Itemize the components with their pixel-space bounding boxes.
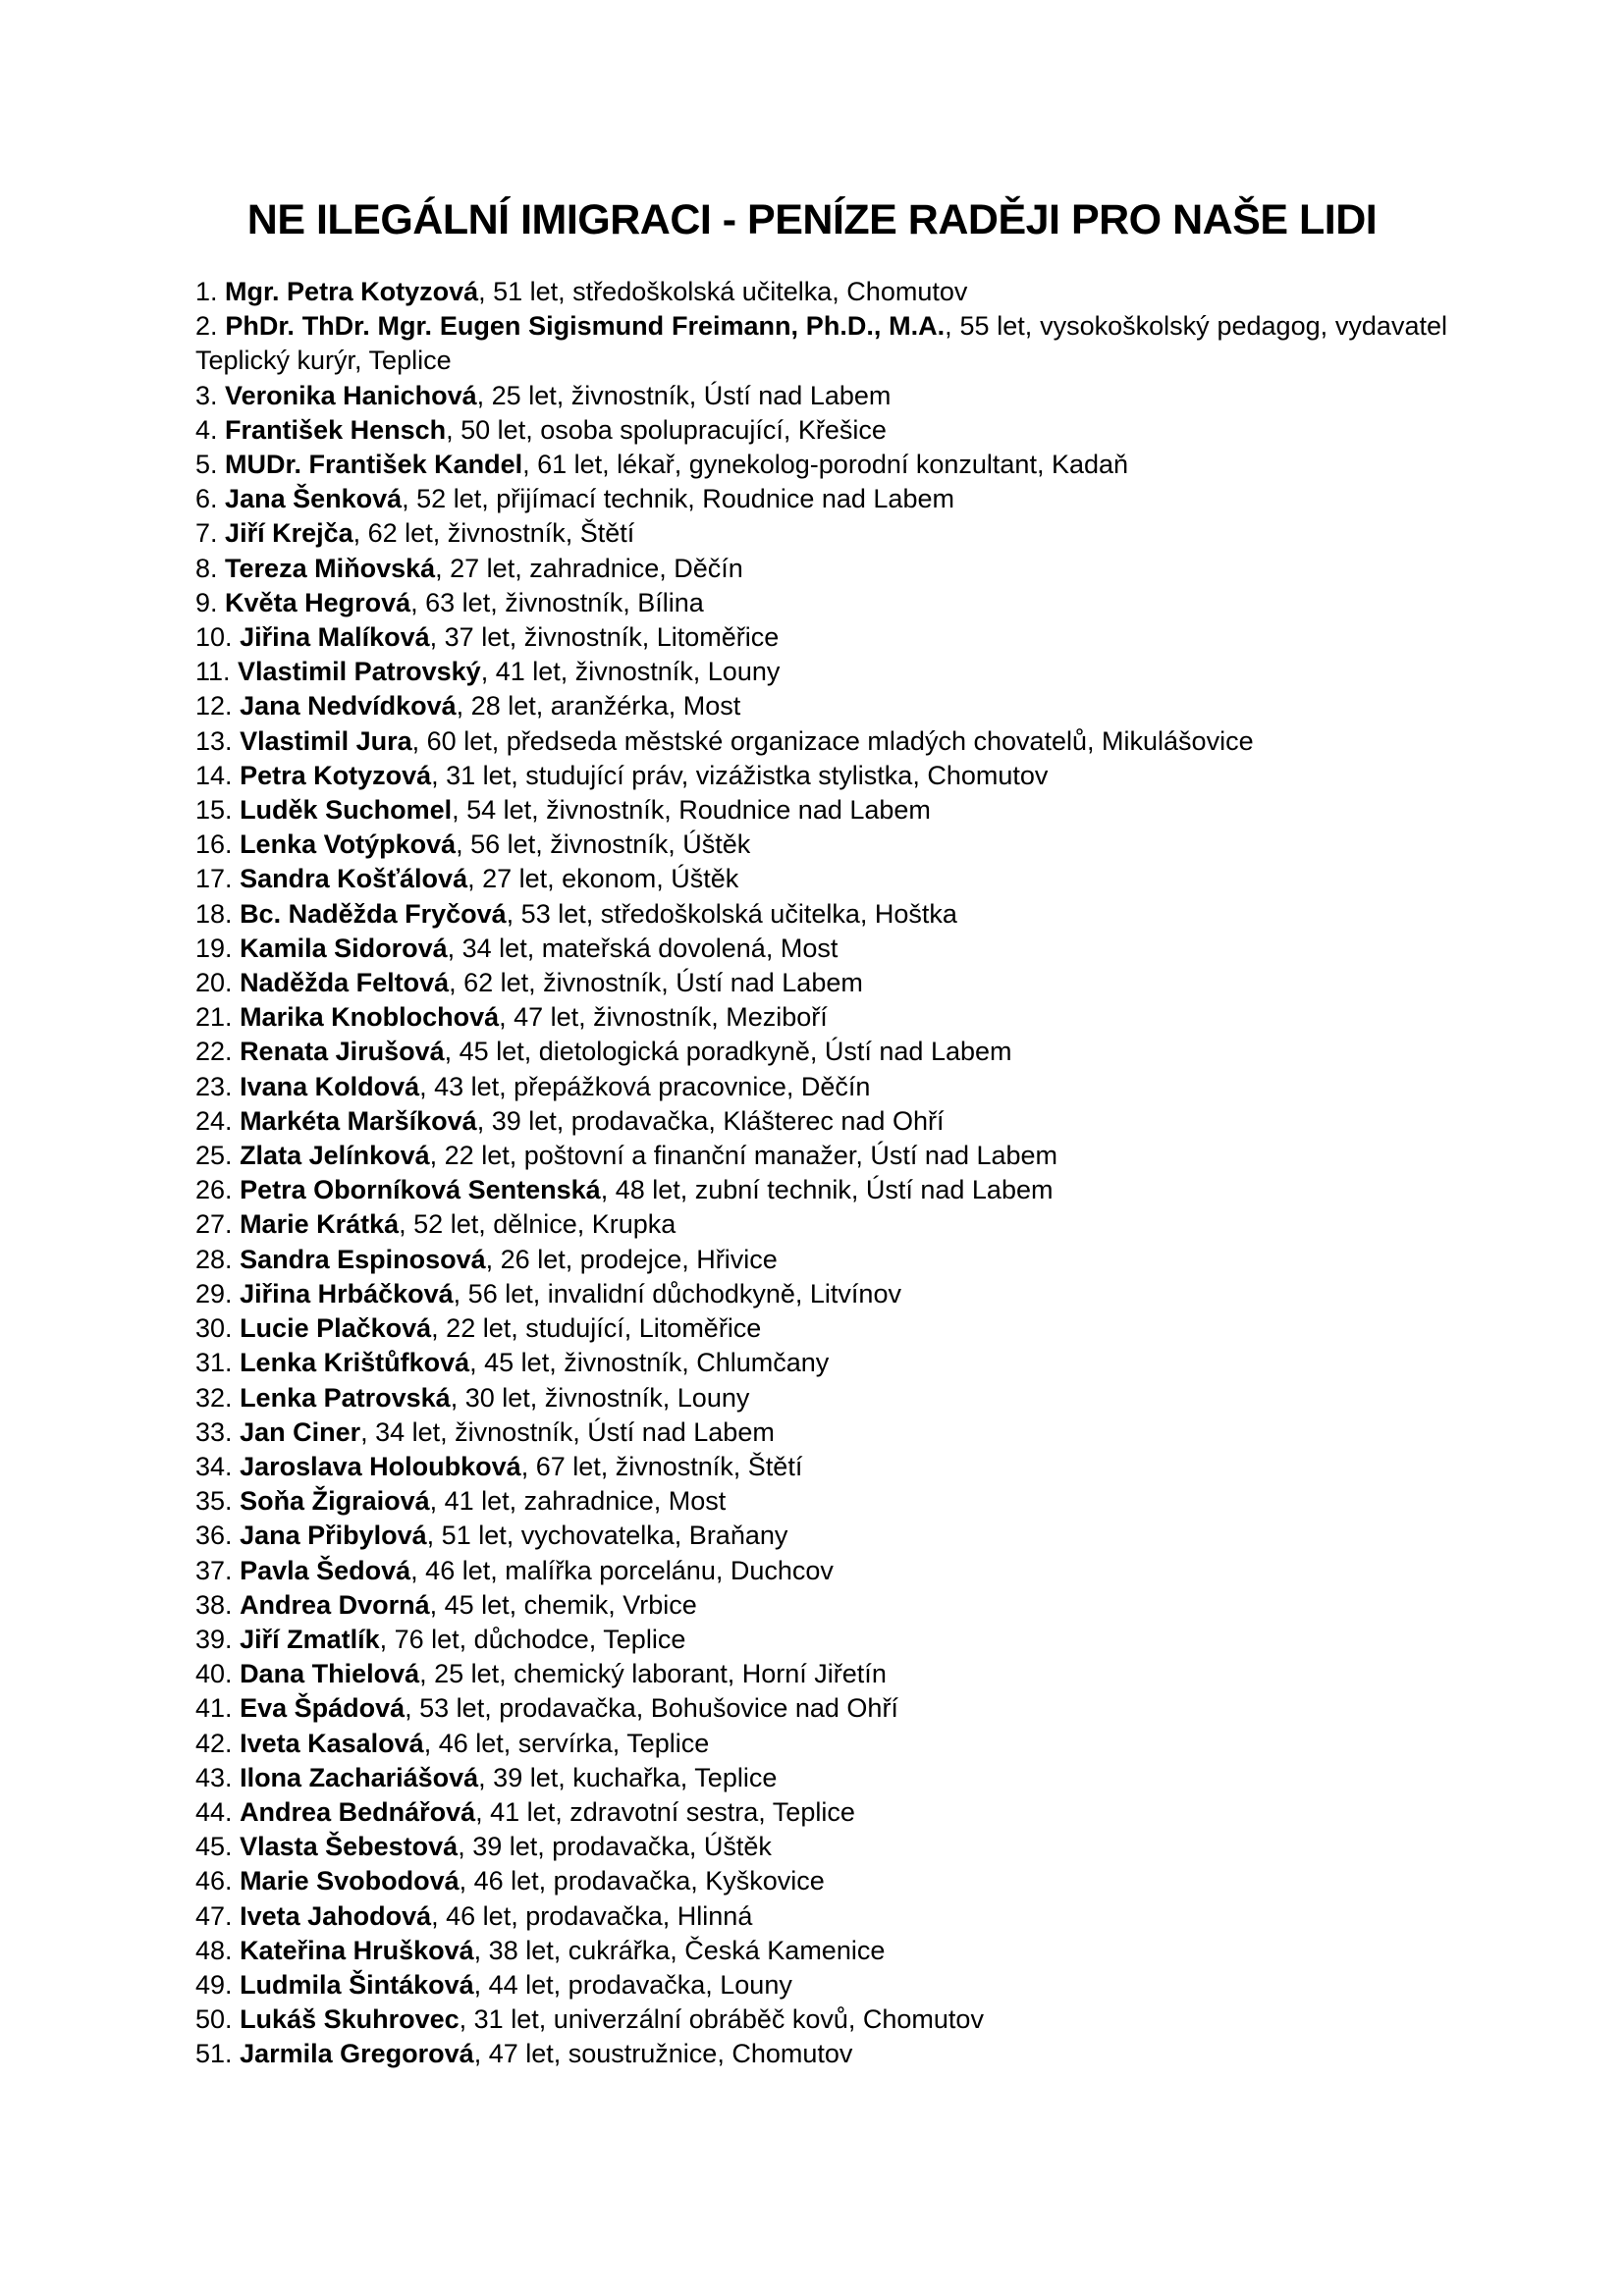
list-item	[195, 1691, 1447, 1726]
list-item	[195, 1795, 1447, 1830]
candidate-name: Marika Knoblochová	[240, 1002, 500, 1033]
candidate-details: , 76 let, důchodce, Teplice	[379, 1624, 686, 1654]
item-number: 6.	[195, 484, 218, 514]
candidate-name: Iveta Jahodová	[240, 1900, 432, 1931]
item-number: 2.	[195, 311, 218, 342]
candidate-name: Naděžda Feltová	[240, 968, 450, 998]
candidate-details: , 22 let, studující, Litoměřice	[431, 1313, 762, 1344]
list-item	[195, 1968, 1447, 2002]
item-number: 49.	[195, 1969, 233, 2000]
candidate-details: , 41 let, zahradnice, Most	[429, 1486, 727, 1517]
item-number: 44.	[195, 1796, 233, 1827]
candidate-details: , 34 let, mateřská dovolená, Most	[447, 933, 839, 963]
list-item	[195, 1104, 1447, 1139]
list-item	[195, 1519, 1447, 1553]
list-item	[195, 1554, 1447, 1588]
list-item	[195, 1207, 1447, 1242]
list-item	[195, 620, 1447, 655]
list-item	[195, 552, 1447, 586]
candidate-name: Marie Krátká	[240, 1209, 400, 1240]
list-item	[195, 966, 1447, 1000]
candidate-details: , 34 let, živnostník, Ústí nad Labem	[360, 1416, 775, 1447]
candidate-name: Renata Jirušová	[240, 1037, 445, 1067]
list-item	[195, 1450, 1447, 1484]
candidate-name: Jiřina Hrbáčková	[240, 1278, 454, 1308]
candidate-name: Vlastimil Jura	[240, 725, 412, 756]
list-item	[195, 586, 1447, 620]
candidate-name: Marie Svobodová	[240, 1866, 460, 1896]
candidate-name: Petra Kotyzová	[240, 760, 432, 790]
candidate-details: , 52 let, dělnice, Krupka	[399, 1209, 677, 1240]
candidate-details: , 47 let, soustružnice, Chomutov	[473, 2039, 853, 2069]
item-number: 7.	[195, 518, 218, 549]
candidate-details: , 27 let, ekonom, Úštěk	[467, 864, 739, 894]
list-item	[195, 828, 1447, 862]
candidate-name: Jiří Zmatlík	[240, 1624, 380, 1654]
list-item	[195, 2037, 1447, 2071]
candidate-details: , 55 let, vysokoškolský pedagog, vydavatel Teplický kurýr, Teplice	[195, 311, 1447, 376]
item-number: 17.	[195, 864, 233, 894]
list-item	[195, 793, 1447, 828]
candidate-name: Lenka Krištůfková	[240, 1348, 470, 1378]
list-item	[195, 1035, 1447, 1069]
candidate-name: Ilona Zachariášová	[240, 1762, 479, 1792]
item-number: 31.	[195, 1348, 233, 1378]
item-number: 40.	[195, 1659, 233, 1689]
candidate-details: , 54 let, živnostník, Roudnice nad Labem	[452, 795, 931, 826]
candidate-details: , 61 let, lékař, gynekolog-porodní konzultant, Kadaň	[522, 450, 1129, 480]
candidate-name: Jaroslava Holoubková	[240, 1451, 521, 1481]
candidate-list	[195, 275, 1447, 2072]
item-number: 12.	[195, 691, 233, 721]
list-item	[195, 1139, 1447, 1173]
list-item	[195, 1727, 1447, 1761]
item-number: 26.	[195, 1175, 233, 1205]
candidate-details: , 53 let, prodavačka, Bohušovice nad Ohří	[405, 1693, 898, 1724]
list-item	[195, 413, 1447, 448]
item-number: 21.	[195, 1002, 233, 1033]
candidate-details: , 63 let, živnostník, Bílina	[410, 587, 704, 617]
item-number: 1.	[195, 277, 218, 306]
list-item	[195, 1657, 1447, 1691]
candidate-details: , 39 let, kuchařka, Teplice	[478, 1762, 778, 1792]
item-number: 43.	[195, 1762, 233, 1792]
list-item	[195, 275, 1447, 309]
candidate-details: , 39 let, prodavačka, Úštěk	[458, 1832, 772, 1862]
candidate-details: , 31 let, univerzální obráběč kovů, Chomutov	[459, 2004, 984, 2035]
item-number: 41.	[195, 1693, 233, 1724]
candidate-details: , 56 let, invalidní důchodkyně, Litvínov	[453, 1278, 901, 1308]
list-item	[195, 1277, 1447, 1311]
candidate-name: Zlata Jelínková	[240, 1141, 430, 1171]
candidate-name: Mgr. Petra Kotyzová	[225, 277, 479, 306]
item-number: 35.	[195, 1486, 233, 1517]
item-number: 30.	[195, 1313, 233, 1344]
candidate-details: , 22 let, poštovní a finanční manažer, Ústí nad Labem	[429, 1141, 1058, 1171]
list-item	[195, 2002, 1447, 2037]
list-item	[195, 1484, 1447, 1519]
list-item	[195, 932, 1447, 966]
candidate-details: , 67 let, živnostník, Štětí	[520, 1451, 803, 1481]
candidate-name: Jana Přibylová	[240, 1521, 427, 1551]
item-number: 5.	[195, 450, 218, 480]
item-number: 4.	[195, 414, 218, 445]
candidate-name: Lenka Patrovská	[240, 1382, 451, 1413]
list-item	[195, 1864, 1447, 1898]
candidate-details: , 62 let, živnostník, Ústí nad Labem	[449, 968, 863, 998]
item-number: 15.	[195, 795, 233, 826]
list-item	[195, 1415, 1447, 1450]
candidate-details: , 50 let, osoba spolupracující, Křešice	[446, 414, 887, 445]
candidate-name: Markéta Maršíková	[240, 1105, 477, 1136]
candidate-details: , 60 let, předseda městské organizace mladých chovatelů, Mikulášovice	[411, 725, 1254, 756]
item-number: 42.	[195, 1728, 233, 1758]
list-item	[195, 1173, 1447, 1207]
candidate-details: , 28 let, aranžérka, Most	[456, 691, 741, 721]
item-number: 28.	[195, 1244, 233, 1274]
list-item	[195, 759, 1447, 793]
candidate-name: Jana Nedvídková	[240, 691, 457, 721]
candidate-details: , 48 let, zubní technik, Ústí nad Labem	[600, 1175, 1054, 1205]
item-number: 33.	[195, 1416, 233, 1447]
item-number: 27.	[195, 1209, 233, 1240]
candidate-name: Kateřina Hrušková	[240, 1935, 474, 1965]
candidate-name: MUDr. František Kandel	[225, 450, 523, 480]
candidate-details: , 56 let, živnostník, Úštěk	[456, 829, 751, 860]
candidate-details: , 62 let, živnostník, Štětí	[352, 518, 635, 549]
candidate-details: , 46 let, prodavačka, Kyškovice	[459, 1866, 825, 1896]
candidate-name: Květa Hegrová	[225, 587, 411, 617]
candidate-name: Ludmila Šintáková	[240, 1969, 474, 2000]
candidate-name: Sandra Espinosová	[240, 1244, 486, 1274]
item-number: 32.	[195, 1382, 233, 1413]
item-number: 23.	[195, 1071, 233, 1101]
candidate-name: Veronika Hanichová	[225, 380, 477, 410]
item-number: 14.	[195, 760, 233, 790]
candidate-details: , 25 let, živnostník, Ústí nad Labem	[476, 380, 892, 410]
candidate-details: , 46 let, prodavačka, Hlinná	[431, 1900, 753, 1931]
item-number: 13.	[195, 725, 233, 756]
candidate-name: Soňa Žigraiová	[240, 1486, 430, 1517]
list-item	[195, 1000, 1447, 1035]
list-item	[195, 1381, 1447, 1415]
item-number: 18.	[195, 898, 233, 929]
list-item	[195, 1243, 1447, 1277]
item-number: 3.	[195, 380, 218, 410]
candidate-name: PhDr. ThDr. Mgr. Eugen Sigismund Freimann, Ph.D., M.A.	[225, 311, 946, 342]
item-number: 47.	[195, 1900, 233, 1931]
list-item	[195, 897, 1447, 932]
candidate-name: Andrea Dvorná	[240, 1589, 430, 1620]
item-number: 11.	[195, 657, 231, 687]
list-item	[195, 724, 1447, 759]
candidate-name: Bc. Naděžda Fryčová	[240, 898, 507, 929]
list-item	[195, 482, 1447, 516]
candidate-name: Andrea Bednářová	[240, 1796, 476, 1827]
item-number: 38.	[195, 1589, 233, 1620]
candidate-details: , 30 let, živnostník, Louny	[450, 1382, 750, 1413]
candidate-details: , 41 let, živnostník, Louny	[480, 657, 781, 687]
candidate-details: , 37 let, živnostník, Litoměřice	[429, 622, 780, 653]
candidate-name: Vlasta Šebestová	[240, 1832, 459, 1862]
item-number: 45.	[195, 1832, 233, 1862]
candidate-name: Ivana Koldová	[240, 1071, 420, 1101]
item-number: 20.	[195, 968, 233, 998]
candidate-details: , 44 let, prodavačka, Louny	[473, 1969, 792, 2000]
candidate-name: Jan Ciner	[240, 1416, 361, 1447]
item-number: 25.	[195, 1141, 233, 1171]
list-item	[195, 1311, 1447, 1346]
list-item	[195, 1761, 1447, 1795]
candidate-name: Lenka Votýpková	[240, 829, 457, 860]
candidate-name: Jiří Krejča	[225, 518, 353, 549]
item-number: 8.	[195, 553, 218, 583]
item-number: 16.	[195, 829, 233, 860]
item-number: 36.	[195, 1521, 233, 1551]
candidate-details: , 51 let, vychovatelka, Braňany	[426, 1521, 788, 1551]
item-number: 24.	[195, 1105, 233, 1136]
candidate-details: , 45 let, dietologická poradkyně, Ústí nad Labem	[444, 1037, 1012, 1067]
candidate-details: , 53 let, středoškolská učitelka, Hoštka	[506, 898, 957, 929]
candidate-name: Iveta Kasalová	[240, 1728, 424, 1758]
list-item	[195, 448, 1447, 482]
item-number: 39.	[195, 1624, 233, 1654]
candidate-details: , 45 let, chemik, Vrbice	[429, 1589, 697, 1620]
candidate-details: , 47 let, živnostník, Meziboří	[499, 1002, 828, 1033]
candidate-name: Luděk Suchomel	[240, 795, 453, 826]
candidate-name: Jana Šenková	[225, 484, 403, 514]
list-item	[195, 1623, 1447, 1657]
candidate-name: Lukáš Skuhrovec	[240, 2004, 460, 2035]
item-number: 22.	[195, 1037, 233, 1067]
candidate-details: , 52 let, přijímací technik, Roudnice nad Labem	[402, 484, 954, 514]
item-number: 19.	[195, 933, 233, 963]
item-number: 34.	[195, 1451, 233, 1481]
list-item	[195, 1899, 1447, 1934]
item-number: 9.	[195, 587, 218, 617]
item-number: 51.	[195, 2039, 233, 2069]
list-item	[195, 1070, 1447, 1104]
candidate-name: Petra Oborníková Sentenská	[240, 1175, 601, 1205]
list-item	[195, 1934, 1447, 1968]
list-item	[195, 1588, 1447, 1623]
list-item	[195, 379, 1447, 413]
candidate-details: , 41 let, zdravotní sestra, Teplice	[475, 1796, 855, 1827]
candidate-details: , 46 let, servírka, Teplice	[423, 1728, 710, 1758]
list-item	[195, 689, 1447, 723]
list-item	[195, 516, 1447, 551]
candidate-details: , 45 let, živnostník, Chlumčany	[469, 1348, 830, 1378]
candidate-details: , 31 let, studující práv, vizážistka stylistka, Chomutov	[431, 760, 1049, 790]
candidate-name: Eva Špádová	[240, 1693, 406, 1724]
candidate-name: František Hensch	[225, 414, 447, 445]
page-title: NE ILEGÁLNÍ IMIGRACI - PENÍZE RADĚJI PRO NAŠE LIDI	[246, 196, 1378, 243]
candidate-name: Jiřina Malíková	[240, 622, 430, 653]
candidate-details: , 46 let, malířka porcelánu, Duchcov	[410, 1555, 834, 1585]
candidate-details: , 39 let, prodavačka, Klášterec nad Ohří	[476, 1105, 945, 1136]
item-number: 50.	[195, 2004, 233, 2035]
candidate-name: Lucie Plačková	[240, 1313, 432, 1344]
item-number: 10.	[195, 622, 233, 653]
candidate-name: Jarmila Gregorová	[240, 2039, 474, 2069]
candidate-details: , 43 let, přepážková pracovnice, Děčín	[419, 1071, 871, 1101]
candidate-name: Vlastimil Patrovský	[238, 657, 481, 687]
list-item	[195, 1830, 1447, 1864]
candidate-name: Kamila Sidorová	[240, 933, 448, 963]
candidate-details: , 26 let, prodejce, Hřivice	[485, 1244, 778, 1274]
candidate-name: Tereza Miňovská	[225, 553, 436, 583]
candidate-name: Dana Thielová	[240, 1659, 420, 1689]
list-item	[195, 862, 1447, 896]
candidate-name: Pavla Šedová	[240, 1555, 411, 1585]
list-item	[195, 655, 1447, 689]
item-number: 29.	[195, 1278, 233, 1308]
list-item	[195, 309, 1447, 378]
item-number: 46.	[195, 1866, 233, 1896]
item-number: 37.	[195, 1555, 233, 1585]
list-item	[195, 1346, 1447, 1380]
candidate-details: , 27 let, zahradnice, Děčín	[435, 553, 743, 583]
candidate-name: Sandra Košťálová	[240, 864, 468, 894]
candidate-details: , 51 let, středoškolská učitelka, Chomutov	[478, 277, 968, 306]
candidate-details: , 38 let, cukrářka, Česká Kamenice	[473, 1935, 886, 1965]
candidate-details: , 25 let, chemický laborant, Horní Jiřetín	[419, 1659, 887, 1689]
item-number: 48.	[195, 1935, 233, 1965]
